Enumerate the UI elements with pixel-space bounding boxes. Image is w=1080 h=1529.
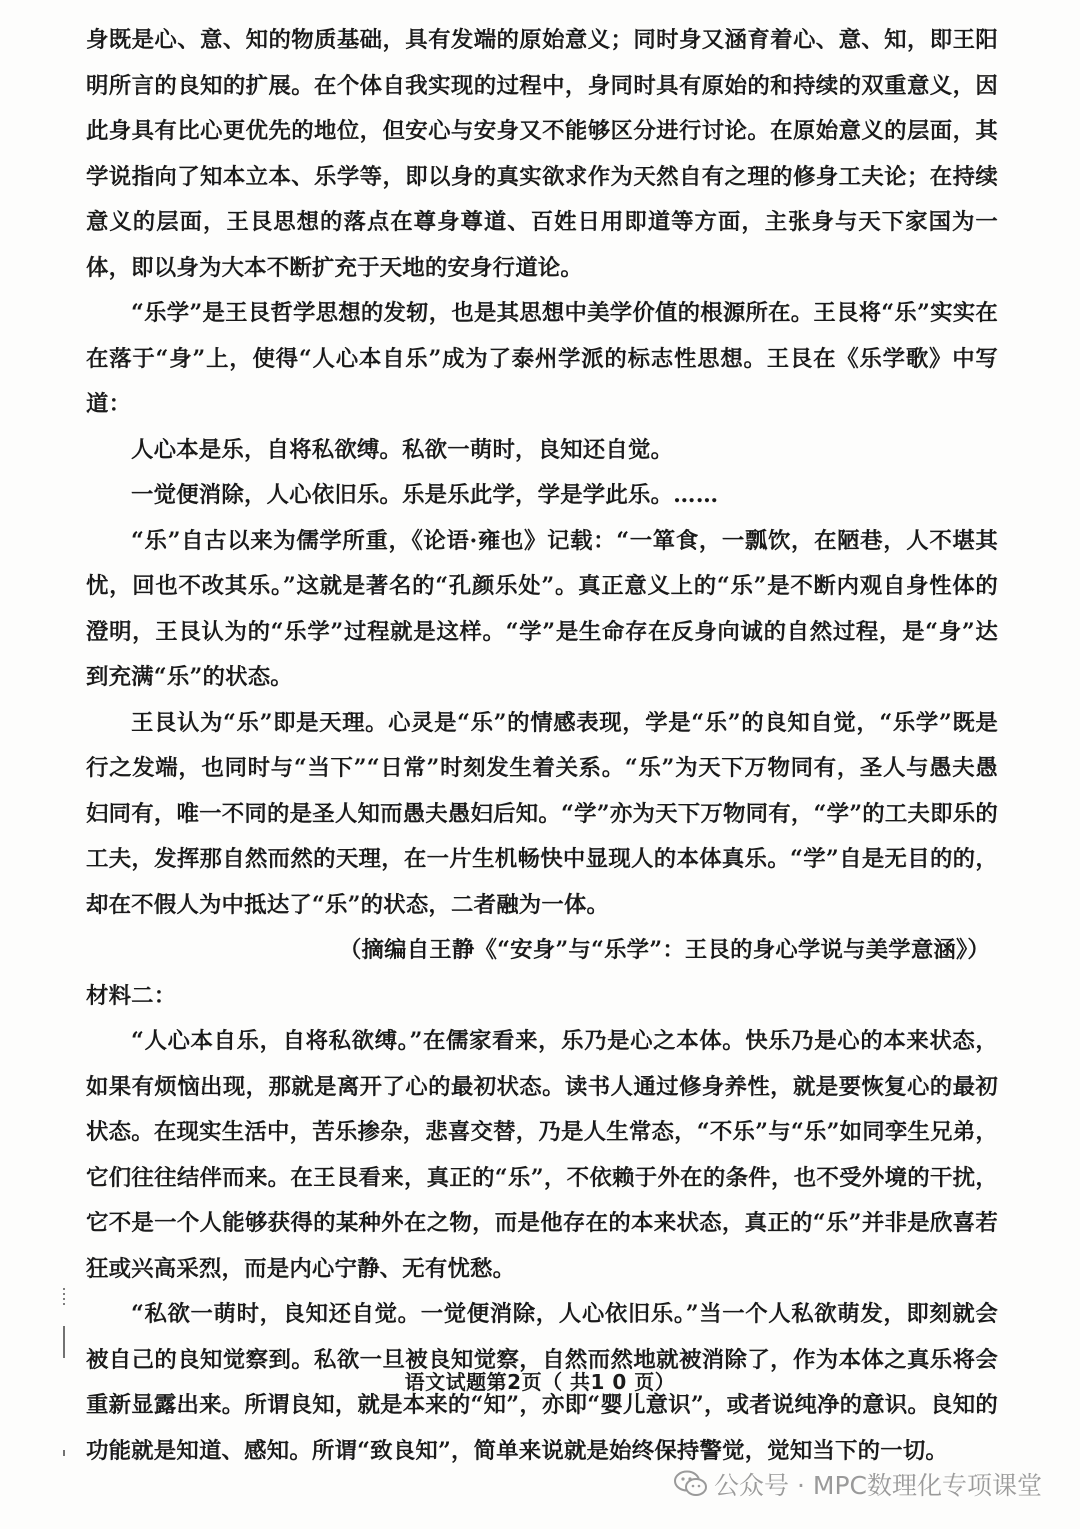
material-two-heading: 材料二： (86, 982, 177, 1009)
paragraph-6: “私欲一萌时，良知还自觉。一觉便消除，人心依旧乐。”当一个人私欲萌发，即刻就会被自己的良知觉察到。私欲一旦被良知觉察，自然而然地就被消除了，作为本体之真乐将会重新显露出来。所谓良知，就是本来的“知”，亦即“婴儿意识”，或者说纯净的意识。良知的功能就是知道、感知。所谓“致良知”，简单来说就是始终保持警觉，觉知当下的一切。 (86, 1301, 998, 1464)
paragraph-4: 王艮认为“乐”即是天理。心灵是“乐”的情感表现，学是“乐”的良知自觉，“乐学”既是行之发端，也同时与“当下”“日常”时刻发生着关系。“乐”为天下万物同有，圣人与愚夫愚妇同有，唯一不同的是圣人知而愚夫愚妇后知。“学”亦为天下万物同有，“学”的工夫即乐的工夫，发挥那自然而然的天理，在一片生机畅快中显现人的本体真乐。“学”自是无目的的，却在不假人为中抵达了“乐”的状态，二者融为一体。 (86, 709, 998, 918)
account-watermark (674, 1466, 1042, 1502)
watermark-text: 公众号 · MPC数理化专项课堂 (714, 1471, 1042, 1500)
paragraph-5: “人心本自乐，自将私欲缚。”在儒家看来，乐乃是心之本体。快乐乃是心的本来状态，如果有烦恼出现，那就是离开了心的最初状态。读书人通过修身养性，就是要恢复心的最初状态。在现实生活中，苦乐掺杂，悲喜交替，乃是人生常态，“不乐”与“乐”如同孪生兄弟，它们往往结伴而来。在王艮看来，真正的“乐”，不依赖于外在的条件，也不受外境的干扰，它不是一个人能够获得的某种外在之物，而是他存在的本来状态，真正的“乐”并非是欣喜若狂或兴高采烈，而是内心宁静、无有忧愁。 (86, 1028, 998, 1282)
poem-line-2: 一觉便消除，人心依旧乐。乐是乐此学，学是学此乐。…… (131, 482, 719, 508)
wechat-icon (674, 1470, 708, 1498)
paragraph-3: “乐”自古以来为儒学所重，《论语·雍也》记载：“一箪食，一瓢饮，在陋巷，人不堪其忧，回也不改其乐。”这就是著名的“孔颜乐处”。真正意义上的“乐”是不断内观自身性体的澄明，王艮认为的“乐学”过程就是这样。“学”是生命存在反身向诚的自然过程，是“身”达到充满“乐”的状态。 (86, 527, 998, 690)
page-number-footer: 语文试题第2页（ 共1 0 页） (404, 1370, 676, 1394)
source-citation: （摘编自王静《“安身”与“乐学”：王艮的身心学说与美学意涵》） (338, 937, 990, 963)
poem-line-1: 人心本是乐，自将私欲缚。私欲一萌时，良知还自觉。 (131, 436, 674, 463)
document-body (86, 18, 998, 1474)
paragraph-1: 身既是心、意、知的物质基础，具有发端的原始意义；同时身又涵育着心、意、知，即王阳明所言的良知的扩展。在个体自我实现的过程中，身同时具有原始的和持续的双重意义，因此身具有比心更优先的地位，但安心与安身又不能够区分进行讨论。在原始意义的层面，其学说指向了知本立本、乐学等，即以身的真实欲求作为天然自有之理的修身工夫论；在持续意义的层面，王艮思想的落点在尊身尊道、百姓日用即道等方面，主张身与天下家国为一体，即以身为大本不断扩充于天地的安身行道论。 (86, 27, 998, 281)
paragraph-2: “乐学”是王艮哲学思想的发轫，也是其思想中美学价值的根源所在。王艮将“乐”实实在在落于“身”上，使得“人心本自乐”成为了泰州学派的标志性思想。王艮在《乐学歌》中写道： (86, 300, 998, 417)
